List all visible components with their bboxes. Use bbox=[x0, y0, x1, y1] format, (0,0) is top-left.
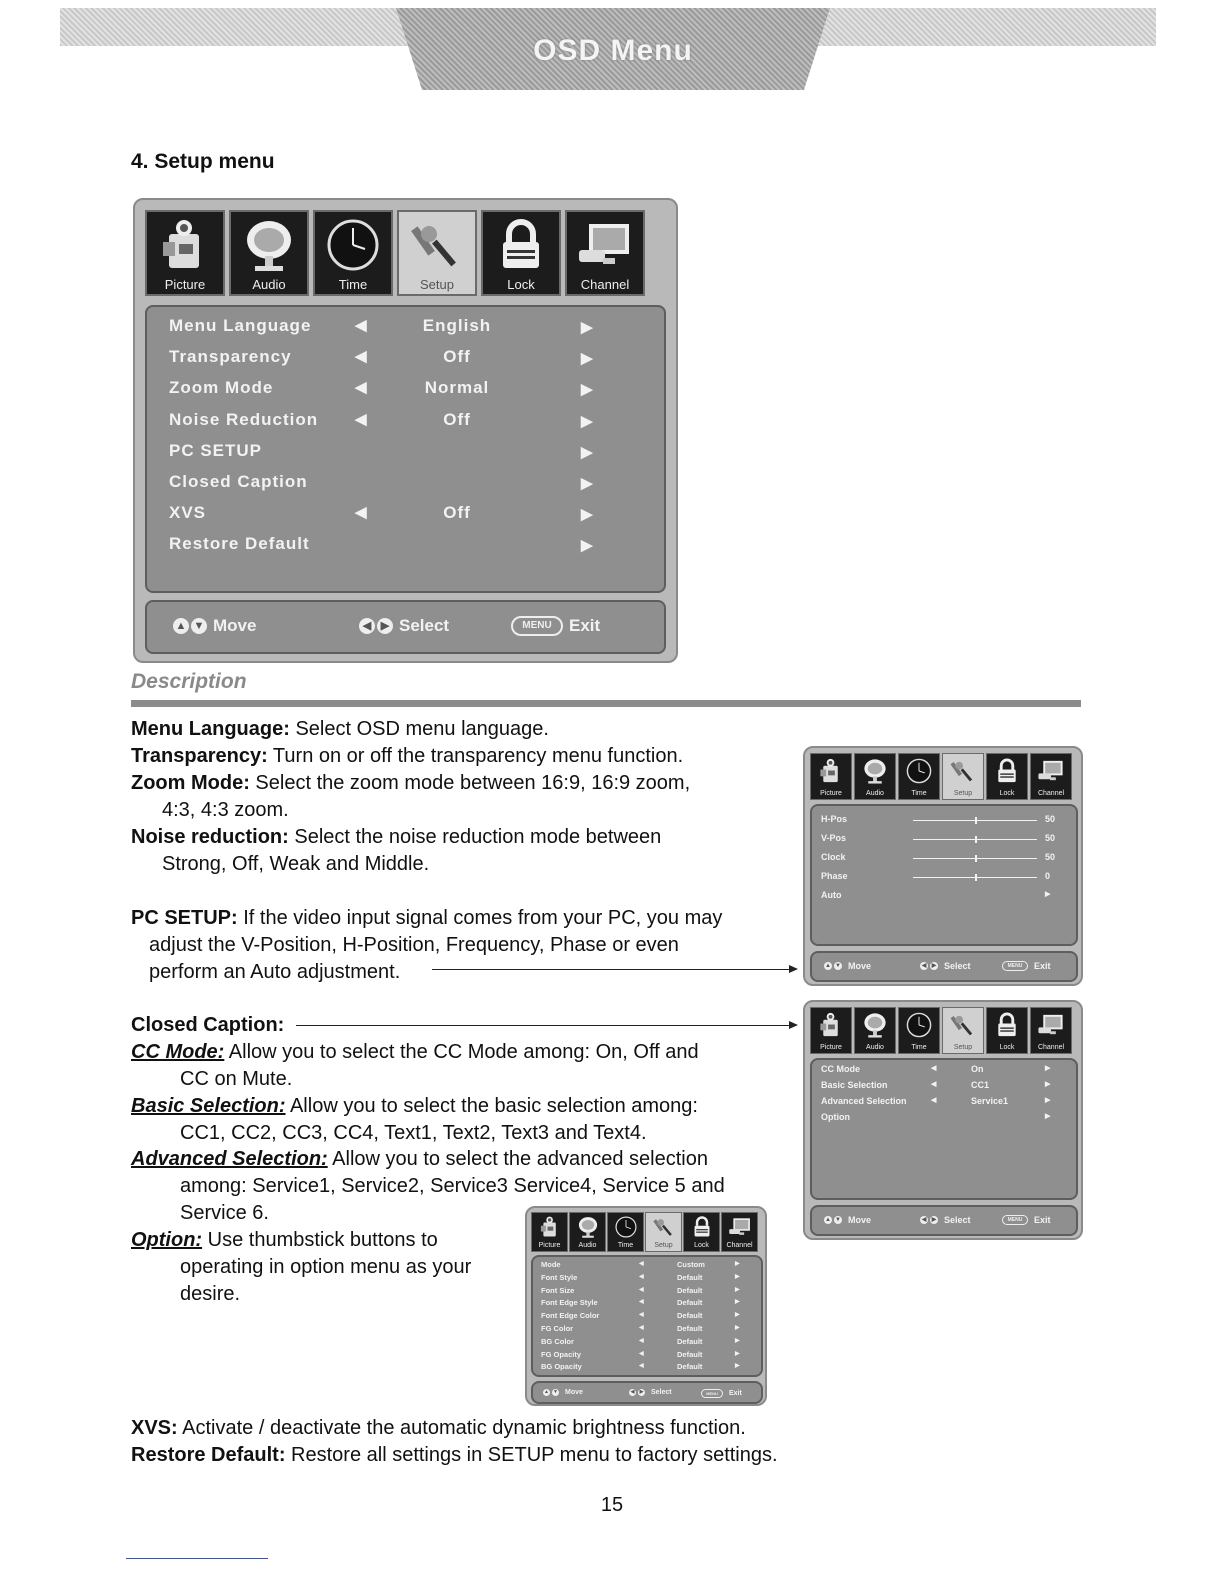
tab-label: Channel bbox=[580, 277, 630, 292]
osd-item-value: Default bbox=[677, 1311, 703, 1321]
tab-picture[interactable] bbox=[145, 210, 225, 296]
footer-move-label: Move bbox=[848, 961, 872, 971]
osd-item-label: BG Color bbox=[541, 1336, 574, 1346]
footer-move bbox=[824, 1215, 871, 1225]
level-slider[interactable] bbox=[913, 858, 1037, 859]
tab-label: Picture bbox=[820, 1044, 842, 1051]
osd-item-label: Option bbox=[821, 1112, 850, 1122]
level-slider[interactable] bbox=[913, 820, 1037, 821]
setup-osd-menu bbox=[133, 198, 678, 663]
footer-move bbox=[173, 616, 256, 636]
left-right-buttons-icon: ◀ ▶ bbox=[630, 1389, 644, 1395]
text: If the video input signal comes from your PC, you may bbox=[237, 907, 723, 929]
right-arrow-icon[interactable]: ▶ bbox=[735, 1261, 740, 1267]
clock-icon bbox=[904, 1011, 934, 1039]
tab-lock[interactable] bbox=[481, 210, 561, 296]
osd-item-label: Phase bbox=[821, 871, 848, 881]
osd-item-value: 50 bbox=[1045, 814, 1056, 824]
cc-option-osd bbox=[525, 1206, 767, 1406]
osd-footer bbox=[145, 600, 666, 654]
footer-exit bbox=[1002, 961, 1051, 971]
osd-item-label: FG Opacity bbox=[541, 1349, 582, 1359]
osd-item-value: Off bbox=[443, 409, 471, 429]
osd-item-label: V-Pos bbox=[821, 833, 847, 843]
desc-pc-setup bbox=[131, 906, 722, 930]
footer-select-label: Select bbox=[944, 961, 971, 971]
right-arrow-icon[interactable]: ▶ bbox=[581, 537, 594, 555]
right-arrow-icon[interactable]: ▶ bbox=[735, 1286, 740, 1293]
osd-item-label: Basic Selection bbox=[821, 1080, 888, 1090]
tab-label: Time bbox=[617, 1242, 634, 1249]
osd-item-value: Custom bbox=[677, 1260, 705, 1269]
left-arrow-icon[interactable]: ◀ bbox=[355, 379, 368, 397]
up-down-buttons-icon: ▲ ▼ bbox=[173, 618, 207, 634]
tab-channel bbox=[1030, 1007, 1072, 1054]
monitor-icon bbox=[1036, 757, 1066, 785]
monitor-icon bbox=[727, 1215, 753, 1239]
desc-option-cont2: desire. bbox=[180, 1283, 241, 1305]
tab-label: Time bbox=[911, 790, 927, 797]
footer-select bbox=[629, 1389, 672, 1396]
tools-icon bbox=[407, 216, 467, 274]
osd-tab-bar bbox=[810, 753, 1074, 800]
osd-item-label: Transparency bbox=[169, 347, 292, 367]
osd-item-label: Font Edge Color bbox=[541, 1311, 600, 1321]
osd-item-value: Default bbox=[677, 1324, 703, 1333]
osd-item-value: English bbox=[422, 316, 492, 335]
osd-item-label: Noise Reduction bbox=[169, 409, 319, 429]
text: Select the zoom mode between 16:9, 16:9 zoom, bbox=[249, 772, 691, 794]
left-arrow-icon[interactable]: ◀ bbox=[639, 1273, 644, 1280]
tab-picture bbox=[810, 753, 852, 800]
left-arrow-icon[interactable]: ◀ bbox=[639, 1312, 644, 1319]
satellite-dish-icon bbox=[239, 216, 299, 274]
osd-item-label: H-Pos bbox=[821, 814, 848, 824]
tab-channel bbox=[1030, 753, 1072, 800]
footer-select-label: Select bbox=[399, 616, 450, 635]
right-arrow-icon[interactable]: ▶ bbox=[581, 506, 594, 524]
tab-picture bbox=[531, 1212, 568, 1252]
pointer-arrow-pc bbox=[432, 969, 796, 970]
osd-item-value: Off bbox=[443, 347, 471, 367]
right-arrow-icon[interactable]: ▶ bbox=[735, 1299, 740, 1306]
osd-footer bbox=[810, 951, 1078, 982]
footer-exit-label: Exit bbox=[1034, 1215, 1051, 1225]
satellite-dish-icon bbox=[860, 1011, 890, 1039]
left-arrow-icon[interactable]: ◀ bbox=[639, 1337, 644, 1344]
term: PC SETUP: bbox=[131, 907, 238, 929]
osd-item-value: Off bbox=[443, 503, 471, 523]
menu-key-icon: MENU bbox=[701, 1389, 723, 1398]
right-arrow-icon[interactable]: ▶ bbox=[581, 443, 594, 461]
satellite-dish-icon bbox=[575, 1215, 601, 1239]
left-arrow-icon[interactable]: ◀ bbox=[931, 1097, 937, 1104]
desc-zoom-mode-cont: 4:3, 4:3 zoom. bbox=[162, 799, 289, 821]
term: Basic Selection: bbox=[131, 1095, 286, 1117]
divider bbox=[131, 700, 1081, 707]
tab-label: Channel bbox=[1037, 790, 1065, 797]
osd-footer bbox=[810, 1205, 1078, 1236]
left-arrow-icon[interactable]: ◀ bbox=[355, 410, 368, 428]
left-arrow-icon[interactable]: ◀ bbox=[639, 1325, 644, 1331]
osd-item-label: Zoom Mode bbox=[169, 378, 274, 398]
osd-item-value: Default bbox=[677, 1298, 703, 1308]
desc-advanced-selection-cont2: Service 6. bbox=[180, 1202, 269, 1224]
tab-audio bbox=[569, 1212, 606, 1252]
osd-item-label: Menu Language bbox=[169, 316, 312, 335]
osd-item-value: 0 bbox=[1045, 871, 1051, 881]
left-arrow-icon[interactable]: ◀ bbox=[355, 504, 368, 522]
text: Allow you to select the basic selection among: bbox=[285, 1095, 698, 1117]
page-title: OSD Menu bbox=[533, 34, 693, 67]
footer-select bbox=[359, 616, 449, 636]
term: Menu Language: bbox=[131, 718, 290, 740]
footer-exit bbox=[511, 616, 600, 636]
osd-item-value: Default bbox=[677, 1336, 703, 1346]
slider-knob[interactable] bbox=[975, 874, 977, 881]
tab-label: Channel bbox=[1037, 1044, 1065, 1051]
tab-label: Lock bbox=[694, 1242, 709, 1249]
section-title: 4. Setup menu bbox=[131, 150, 275, 173]
footer-select-label: Select bbox=[944, 1215, 971, 1225]
footer-select-label: Select bbox=[651, 1389, 672, 1396]
osd-tab-bar bbox=[531, 1212, 759, 1252]
up-down-buttons-icon: ▲ ▼ bbox=[825, 1217, 841, 1223]
term: Noise reduction: bbox=[131, 826, 289, 848]
padlock-icon bbox=[992, 1011, 1022, 1039]
text: Allow you to select the CC Mode among: On, Off and bbox=[224, 1041, 699, 1063]
slider-knob[interactable] bbox=[975, 855, 977, 862]
tab-setup bbox=[942, 753, 984, 800]
padlock-icon bbox=[689, 1215, 715, 1239]
desc-noise-reduction bbox=[131, 825, 661, 849]
right-arrow-icon[interactable]: ▶ bbox=[581, 319, 594, 336]
left-arrow-icon[interactable]: ◀ bbox=[639, 1286, 644, 1293]
left-arrow-icon[interactable]: ◀ bbox=[355, 317, 368, 334]
description-heading: Description bbox=[131, 670, 247, 693]
menu-key-icon: MENU bbox=[1002, 961, 1028, 971]
tab-label: Setup bbox=[420, 277, 454, 292]
term: Transparency: bbox=[131, 745, 268, 767]
pc-setup-osd bbox=[803, 746, 1083, 986]
camera-icon bbox=[816, 1011, 846, 1039]
osd-tab-bar bbox=[810, 1007, 1074, 1054]
right-arrow-icon[interactable]: ▶ bbox=[735, 1273, 740, 1280]
osd-item-label: Clock bbox=[821, 852, 846, 862]
osd-item-label: Advanced Selection bbox=[821, 1096, 907, 1106]
footer-select bbox=[920, 1215, 971, 1225]
osd-item-label: Restore Default bbox=[169, 534, 310, 554]
text: Select the noise reduction mode between bbox=[288, 826, 662, 848]
desc-pc-setup-cont2: perform an Auto adjustment. bbox=[149, 961, 401, 983]
right-arrow-icon[interactable]: ▶ bbox=[735, 1350, 740, 1357]
osd-item-label: Closed Caption bbox=[169, 472, 308, 491]
clock-icon bbox=[904, 757, 934, 785]
term: Option: bbox=[131, 1229, 203, 1251]
tab-audio[interactable] bbox=[229, 210, 309, 296]
level-slider[interactable] bbox=[913, 839, 1037, 840]
right-arrow-icon[interactable]: ▶ bbox=[1045, 1113, 1051, 1120]
tab-label: Channel bbox=[726, 1242, 753, 1249]
text: Select OSD menu language. bbox=[289, 718, 549, 740]
osd-item-value: 50 bbox=[1045, 852, 1056, 862]
osd-item-value: Default bbox=[677, 1285, 703, 1295]
tab-label: Time bbox=[911, 1044, 927, 1051]
tab-channel bbox=[721, 1212, 758, 1252]
desc-basic-selection-cont: CC1, CC2, CC3, CC4, Text1, Text2, Text3 and Text4. bbox=[180, 1122, 647, 1144]
tab-setup[interactable] bbox=[397, 210, 477, 296]
footer-move bbox=[543, 1389, 583, 1396]
tab-time bbox=[607, 1212, 644, 1252]
camera-icon bbox=[537, 1215, 563, 1239]
tab-label: Lock bbox=[999, 1044, 1015, 1051]
tab-picture bbox=[810, 1007, 852, 1054]
slider-knob[interactable] bbox=[975, 817, 977, 824]
tab-label: Picture bbox=[538, 1242, 561, 1249]
slider-knob[interactable] bbox=[975, 836, 977, 843]
monitor-icon bbox=[575, 216, 635, 274]
osd-item-label: BG Opacity bbox=[541, 1362, 582, 1372]
osd-item-value: Service1 bbox=[971, 1096, 1009, 1106]
padlock-icon bbox=[491, 216, 551, 274]
right-arrow-icon[interactable]: ▶ bbox=[581, 350, 594, 368]
tab-time bbox=[898, 1007, 940, 1054]
monitor-icon bbox=[1036, 1011, 1066, 1039]
left-arrow-icon[interactable]: ◀ bbox=[639, 1350, 644, 1357]
tab-label: Audio bbox=[866, 1044, 884, 1051]
desc-pc-setup-cont1: adjust the V-Position, H-Position, Frequency, Phase or even bbox=[149, 934, 679, 956]
text: Turn on or off the transparency menu function. bbox=[267, 745, 684, 767]
osd-item-value: Default bbox=[677, 1272, 703, 1282]
camera-icon bbox=[155, 216, 215, 274]
tools-icon bbox=[948, 757, 978, 785]
tools-icon bbox=[651, 1215, 677, 1239]
left-arrow-icon[interactable]: ◀ bbox=[355, 348, 368, 366]
left-arrow-icon[interactable]: ◀ bbox=[639, 1363, 644, 1370]
tab-audio bbox=[854, 753, 896, 800]
footer-move bbox=[824, 961, 871, 971]
osd-item-value: Default bbox=[677, 1362, 703, 1372]
tools-icon bbox=[948, 1011, 978, 1039]
left-arrow-icon[interactable]: ◀ bbox=[639, 1299, 644, 1306]
desc-closed-caption bbox=[131, 1013, 284, 1037]
osd-item-label: PC SETUP bbox=[169, 440, 263, 460]
desc-zoom-mode bbox=[131, 771, 690, 795]
tab-setup bbox=[645, 1212, 682, 1252]
text: Restore all settings in SETUP menu to factory settings. bbox=[285, 1444, 778, 1466]
desc-option-cont1: operating in option menu as your bbox=[180, 1256, 472, 1278]
osd-item-label: XVS bbox=[169, 503, 207, 523]
text: Use thumbstick buttons to bbox=[202, 1229, 438, 1251]
tab-channel[interactable] bbox=[565, 210, 645, 296]
tab-label: Setup bbox=[953, 790, 973, 797]
tab-lock bbox=[986, 753, 1028, 800]
level-slider[interactable] bbox=[913, 877, 1037, 878]
right-arrow-icon[interactable]: ▶ bbox=[735, 1325, 740, 1331]
page-number: 15 bbox=[600, 1494, 624, 1516]
osd-item-value: On bbox=[971, 1064, 984, 1074]
desc-xvs bbox=[131, 1416, 746, 1440]
desc-cc-mode-cont: CC on Mute. bbox=[180, 1068, 293, 1090]
right-arrow-icon[interactable]: ▶ bbox=[1045, 1065, 1051, 1072]
tab-setup bbox=[942, 1007, 984, 1054]
tab-audio bbox=[854, 1007, 896, 1054]
clock-icon bbox=[323, 216, 383, 274]
tab-label: Time bbox=[338, 277, 368, 292]
footer-accent-line bbox=[126, 1558, 268, 1559]
tab-lock bbox=[986, 1007, 1028, 1054]
osd-item-label: FG Color bbox=[541, 1324, 574, 1333]
footer-exit-label: Exit bbox=[569, 616, 601, 635]
right-arrow-icon[interactable]: ▶ bbox=[735, 1312, 740, 1319]
tab-label: Picture bbox=[164, 277, 206, 292]
footer-move-label: Move bbox=[565, 1389, 583, 1396]
term: XVS: bbox=[131, 1417, 178, 1439]
left-arrow-icon[interactable]: ◀ bbox=[931, 1081, 937, 1088]
osd-footer bbox=[531, 1381, 763, 1404]
left-right-buttons-icon: ◀ ▶ bbox=[921, 963, 937, 969]
osd-item-label: Font Size bbox=[541, 1285, 575, 1295]
osd-item-value: 50 bbox=[1045, 833, 1056, 843]
tab-label: Audio bbox=[866, 790, 884, 797]
footer-select bbox=[920, 961, 971, 971]
pointer-arrow-cc bbox=[296, 1025, 796, 1026]
desc-basic-selection bbox=[131, 1094, 698, 1118]
osd-item-label: Font Style bbox=[541, 1272, 578, 1282]
desc-menu-language bbox=[131, 717, 549, 741]
term: CC Mode: bbox=[131, 1041, 225, 1063]
right-arrow-icon[interactable]: ▶ bbox=[581, 475, 594, 492]
osd-tab-bar bbox=[145, 210, 649, 296]
term: Zoom Mode: bbox=[131, 772, 250, 794]
osd-item-value: Normal bbox=[424, 378, 490, 398]
term: Advanced Selection: bbox=[131, 1148, 328, 1170]
tab-label: Audio bbox=[578, 1242, 597, 1249]
desc-advanced-selection-cont1: among: Service1, Service2, Service3 Service4, Service 5 and bbox=[180, 1175, 725, 1197]
term: Closed Caption: bbox=[131, 1014, 285, 1036]
footer-move-label: Move bbox=[848, 1215, 872, 1225]
right-arrow-icon[interactable]: ▶ bbox=[1045, 891, 1051, 898]
camera-icon bbox=[816, 757, 846, 785]
left-right-buttons-icon: ◀ ▶ bbox=[921, 1217, 937, 1223]
up-down-buttons-icon: ▲ ▼ bbox=[544, 1389, 558, 1395]
term: Restore Default: bbox=[131, 1444, 286, 1466]
clock-icon bbox=[613, 1215, 639, 1239]
tab-lock bbox=[683, 1212, 720, 1252]
osd-item-label: CC Mode bbox=[821, 1064, 860, 1074]
osd-items-panel bbox=[810, 804, 1078, 946]
footer-move-label: Move bbox=[213, 616, 257, 635]
right-arrow-icon[interactable]: ▶ bbox=[581, 381, 594, 399]
footer-exit bbox=[701, 1389, 742, 1398]
right-arrow-icon[interactable]: ▶ bbox=[1045, 1081, 1051, 1088]
left-right-buttons-icon: ◀ ▶ bbox=[359, 618, 393, 634]
osd-item-label: Mode bbox=[541, 1260, 561, 1269]
desc-restore-default bbox=[131, 1443, 778, 1467]
footer-exit bbox=[1002, 1215, 1051, 1225]
padlock-icon bbox=[992, 757, 1022, 785]
right-arrow-icon[interactable]: ▶ bbox=[581, 412, 594, 430]
desc-advanced-selection bbox=[131, 1147, 708, 1171]
tab-label: Setup bbox=[654, 1242, 673, 1249]
tab-label: Lock bbox=[507, 277, 535, 292]
satellite-dish-icon bbox=[860, 757, 890, 785]
left-arrow-icon[interactable]: ◀ bbox=[639, 1261, 644, 1267]
up-down-buttons-icon: ▲ ▼ bbox=[825, 963, 841, 969]
osd-item-value: CC1 bbox=[971, 1080, 990, 1090]
tab-time[interactable] bbox=[313, 210, 393, 296]
right-arrow-icon[interactable]: ▶ bbox=[735, 1337, 740, 1344]
osd-item-label: Font Edge Style bbox=[541, 1298, 598, 1308]
closed-caption-osd bbox=[803, 1000, 1083, 1240]
tab-time bbox=[898, 753, 940, 800]
tab-label: Picture bbox=[820, 790, 842, 797]
menu-key-icon: MENU bbox=[1002, 1215, 1028, 1225]
tab-label: Setup bbox=[953, 1044, 973, 1051]
footer-exit-label: Exit bbox=[729, 1390, 742, 1397]
tab-label: Audio bbox=[252, 277, 286, 292]
left-arrow-icon[interactable]: ◀ bbox=[931, 1065, 937, 1072]
desc-transparency bbox=[131, 744, 683, 768]
osd-item-value: Default bbox=[677, 1349, 703, 1359]
right-arrow-icon[interactable]: ▶ bbox=[1045, 1097, 1051, 1104]
menu-key-icon: MENU bbox=[511, 616, 563, 636]
right-arrow-icon[interactable]: ▶ bbox=[735, 1363, 740, 1370]
desc-option bbox=[131, 1228, 438, 1252]
desc-noise-cont: Strong, Off, Weak and Middle. bbox=[162, 853, 430, 875]
desc-cc-mode bbox=[131, 1040, 699, 1064]
footer-exit-label: Exit bbox=[1034, 961, 1051, 971]
tab-label: Lock bbox=[999, 790, 1015, 797]
osd-item-label: Auto bbox=[821, 890, 842, 900]
text: Allow you to select the advanced selection bbox=[327, 1148, 708, 1170]
text: Activate / deactivate the automatic dynamic brightness function. bbox=[177, 1417, 746, 1439]
